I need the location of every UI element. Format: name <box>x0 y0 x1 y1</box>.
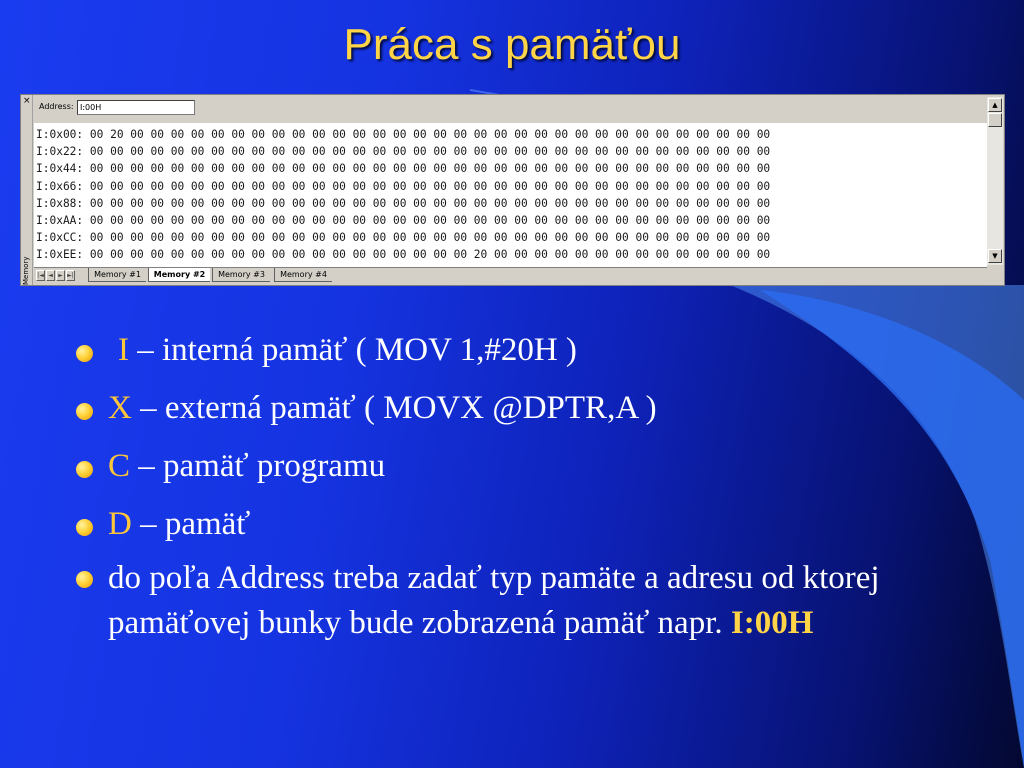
bullet-keyword: C <box>108 448 131 484</box>
address-input[interactable]: I:00H <box>77 100 195 115</box>
vertical-scrollbar[interactable] <box>987 97 1003 265</box>
last-tab-icon[interactable]: ►| <box>67 272 74 279</box>
bullet-text: do poľa Address treba zadať typ pamäte a adresu od ktorej pamäťovej bunky bude zobrazená pamäť napr. <box>108 560 880 641</box>
bullet-keyword: D <box>108 506 132 542</box>
memory-row: I:0x00: 00 20 00 00 00 00 00 00 00 00 00 00 00 00 00 00 00 00 00 00 00 00 00 00 00 00 00 00 00 00 00 00 00 00 <box>36 128 771 141</box>
bullet-long-text <box>108 556 898 646</box>
bullet-dot-icon <box>76 345 93 362</box>
bullet-dot-icon <box>76 519 93 536</box>
memory-window <box>20 94 1005 286</box>
memory-sidebar-label: Memory <box>22 256 30 285</box>
memory-row: I:0x88: 00 00 00 00 00 00 00 00 00 00 00 00 00 00 00 00 00 00 00 00 00 00 00 00 00 00 00 00 00 00 00 00 00 00 <box>36 196 771 210</box>
bullet-program-memory <box>76 446 976 486</box>
prev-tab-icon[interactable]: ◄ <box>46 270 55 281</box>
scroll-up-icon[interactable]: ▲ <box>988 98 1002 112</box>
memory-row: I:0xEE: 00 00 00 00 00 00 00 00 00 00 00 00 00 00 00 00 00 00 00 20 00 00 00 00 00 00 00 00 00 00 00 00 00 00 <box>36 248 771 262</box>
memory-row: I:0xCC: 00 00 00 00 00 00 00 00 00 00 00 00 00 00 00 00 00 00 00 00 00 00 00 00 00 00 00 00 00 00 00 00 00 00 <box>36 231 771 245</box>
memory-tab-bar <box>34 267 987 283</box>
tab-memory-4[interactable]: Memory #4 <box>274 268 332 282</box>
memory-row: I:0x66: 00 00 00 00 00 00 00 00 00 00 00 00 00 00 00 00 00 00 00 00 00 00 00 00 00 00 00 00 00 00 00 00 00 00 <box>36 179 771 193</box>
close-icon[interactable]: × <box>23 96 31 106</box>
bullet-internal-memory <box>76 330 976 370</box>
memory-row: I:0x22: 00 00 00 00 00 00 00 00 00 00 00 00 00 00 00 00 00 00 00 00 00 00 00 00 00 00 00 00 00 00 00 00 00 00 <box>36 145 771 159</box>
memory-row: I:0xAA: 00 00 00 00 00 00 00 00 00 00 00 00 00 00 00 00 00 00 00 00 00 00 00 00 00 00 00 00 00 00 00 00 00 00 <box>36 214 771 228</box>
bullet-text: – externá pamäť ( MOVX @DPTR,A ) <box>131 390 657 426</box>
next-tab-icon[interactable]: ► <box>56 270 65 281</box>
address-label: Address: <box>39 102 74 111</box>
tab-memory-1[interactable]: Memory #1 <box>88 268 146 282</box>
bullet-text: – pamäť <box>131 506 251 542</box>
tab-memory-3[interactable]: Memory #3 <box>212 268 270 282</box>
bullet-text: – pamäť programu <box>130 448 386 484</box>
scroll-down-icon[interactable]: ▼ <box>988 249 1002 263</box>
bullet-dot-icon <box>76 571 93 588</box>
bullet-data-memory <box>76 504 976 544</box>
memory-sidebar <box>21 95 33 285</box>
tab-memory-2[interactable]: Memory #2 <box>148 268 210 282</box>
bullet-external-memory <box>76 388 976 428</box>
bullet-dot-icon <box>76 403 93 420</box>
first-tab-icon[interactable]: |◄ <box>37 272 44 279</box>
address-example: I:00H <box>730 605 814 641</box>
slide-title: Práca s pamäťou <box>343 20 681 69</box>
bullet-keyword: X <box>108 390 132 426</box>
bullet-text: – interná pamäť ( MOV 1,#20H ) <box>129 332 577 368</box>
bullet-address-field <box>76 556 976 646</box>
memory-row: I:0x44: 00 00 00 00 00 00 00 00 00 00 00 00 00 00 00 00 00 00 00 00 00 00 00 00 00 00 00 00 00 00 00 00 00 00 <box>36 162 771 176</box>
bullet-list <box>76 330 976 664</box>
address-bar <box>35 97 990 119</box>
scroll-thumb[interactable] <box>988 113 1002 127</box>
bullet-dot-icon <box>76 461 93 478</box>
memory-dump[interactable] <box>34 123 987 267</box>
bullet-keyword: I <box>118 332 129 368</box>
